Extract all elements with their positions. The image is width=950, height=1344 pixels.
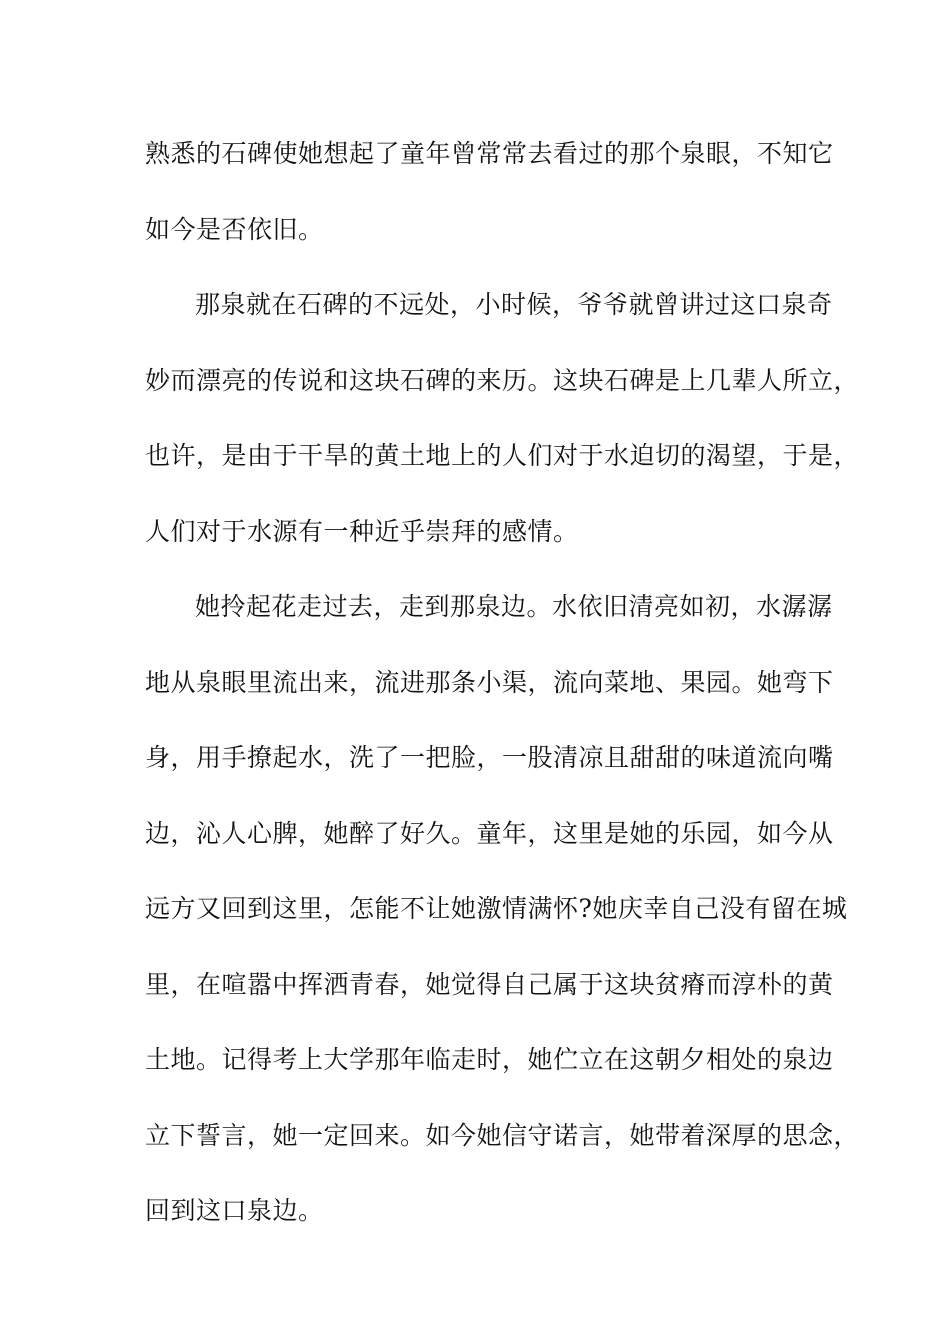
text-line: 人们对于水源有一种近乎崇拜的感情。 xyxy=(145,516,579,546)
text-line: 回到这口泉边。 xyxy=(145,1196,324,1225)
text-line: 里，在喧嚣中挥洒青春，她觉得自己属于这块贫瘠而淳朴的黄 xyxy=(145,969,834,999)
text-line: 地从泉眼里流出来，流进那条小渠，流向菜地、果园。她弯下 xyxy=(145,667,834,697)
text-line: 妙而漂亮的传说和这块石碑的来历。这块石碑是上几辈人所立， xyxy=(145,365,860,395)
text-line: 如今是否依旧。 xyxy=(145,214,324,244)
text-line: 边，沁人心脾，她醉了好久。童年，这里是她的乐园，如今从 xyxy=(145,818,834,848)
text-line: 熟悉的石碑使她想起了童年曾常常去看过的那个泉眼，不知它 xyxy=(145,139,834,168)
text-line: 那泉就在石碑的不远处，小时候，爷爷就曾讲过这口泉奇 xyxy=(195,290,833,319)
text-line: 立下誓言，她一定回来。如今她信守诺言，她带着深厚的思念， xyxy=(145,1120,860,1150)
text-line: 也许，是由于干旱的黄土地上的人们对于水迫切的渴望，于是， xyxy=(145,441,860,470)
text-line: 远方又回到这里，怎能不让她激情满怀?她庆幸自己没有留在城 xyxy=(145,894,848,923)
text-line: 她拎起花走过去，走到那泉边。水依旧清亮如初，水潺潺 xyxy=(195,592,833,621)
text-line: 身，用手撩起水，洗了一把脸，一股清凉且甜甜的味道流向嘴 xyxy=(145,743,834,772)
body-text xyxy=(145,132,860,1265)
text-line: 土地。记得考上大学那年临走时，她伫立在这朝夕相处的泉边 xyxy=(145,1045,834,1074)
